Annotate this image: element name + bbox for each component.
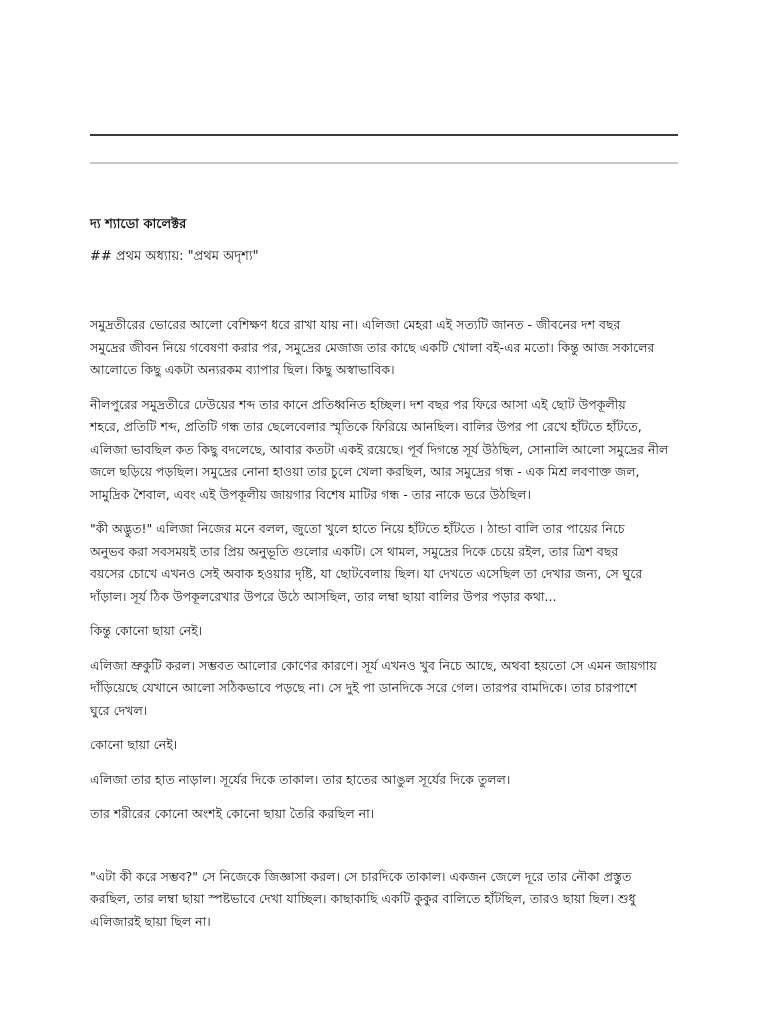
document-body [90, 214, 680, 945]
top-divider-light [90, 162, 678, 164]
paragraph-4: কিন্তু কোনো ছায়া নেই। [90, 623, 203, 638]
paragraph-3: "কী অদ্ভুত!" এলিজা নিজের মনে বলল, জুতো খুলে হাতে নিয়ে হাঁটতে হাঁটতে । ঠান্ডা বালি তার পায়ের নিচে অনুভব করা সবসময়ই তার প্রিয় অনুভূতি গুলোর একটি। সে থামল, সমুদ্রের দিকে চেয়ে রইল, তার ত্রিশ বছর বয়সের চোখে এখনও সেই অবাক হওয়ার দৃষ্টি, যা ছোটবেলায় ছিল। যা দেখতে এসেছিল তা দেখার জন্য, সে ঘুরে দাঁড়াল। সূর্য ঠিক উপকূলরেখার উপরে উঠে আসছিল, তার লম্বা ছায়া বালির উপর পড়ার কথা... [90, 521, 643, 604]
paragraph-8: তার শরীরের কোনো অংশই কোনো ছায়া তৈরি করছিল না। [90, 806, 375, 821]
paragraph-9: "এটা কী করে সম্ভব?" সে নিজেকে জিজ্ঞাসা করল। সে চারদিকে তাকাল। একজন জেলে দূরে তার নৌকা প্রস্তুত করছিল, তার লম্বা ছায়া স্পষ্টভাবে দেখা যাচ্ছিল। কাছাকাছি একটি কুকুর বালিতে হাঁটছিল, তারও ছায়া ছিল। শুধু এলিজারই ছায়া ছিল না। [90, 868, 636, 929]
paragraph-5: এলিজা ভ্রুকুটি করল। সম্ভবত আলোর কোণের কারণে। সূর্য এখনও খুব নিচে আছে, অথবা হয়তো সে এমন জায়গায় দাঁড়িয়েছে যেখানে আলো সঠিকভাবে পড়ছে না। সে দুই পা ডানদিকে সরে গেল। তারপর বামদিকে। তার চারপাশে ঘুরে দেখল। [90, 657, 657, 718]
paragraph-2: নীলপুরের সমুদ্রতীরে ঢেউয়ের শব্দ তার কানে প্রতিধ্বনিত হচ্ছিল। দশ বছর পর ফিরে আসা এই ছোট উপকূলীয় শহরে, প্রতিটি শব্দ, প্রতিটি গন্ধ তার ছেলেবেলার স্মৃতিকে ফিরিয়ে আনছিল। বালির উপর পা রেখে হাঁটতে হাঁটতে, এলিজা ভাবছিল কত কিছু বদলেছে, আবার কতটা একই রয়েছে। পূর্ব দিগন্তে সূর্য উঠছিল, সোনালি আলো সমুদ্রের নীল জলে ছড়িয়ে পড়ছিল। সমুদ্রের নোনা হাওয়া তার চুলে খেলা করছিল, আর সমুদ্রের গন্ধ - এক মিশ্র লবণাক্ত জল, সামুদ্রিক শৈবাল, এবং এই উপকূলীয় জায়গার বিশেষ মাটির গন্ধ - তার নাকে ভরে উঠছিল। [90, 396, 669, 502]
paragraph-1: সমুদ্রতীরের ভোরের আলো বেশিক্ষণ ধরে রাখা যায় না। এলিজা মেহরা এই সত্যটি জানত - জীবনের দশ বছর সমুদ্রের জীবন নিয়ে গবেষণা করার পর, সমুদ্রের মেজাজ তার কাছে একটি খোলা বই-এর মতো। কিন্তু আজ সকালের আলোতে কিছু একটা অন্যরকম ব্যাপার ছিল। কিছু অস্বাভাবিক। [90, 317, 655, 377]
document-title: দ্য শ্যাডো কালেক্টর [90, 217, 187, 232]
paragraph-7: এলিজা তার হাত নাড়াল। সূর্যের দিকে তাকাল। তার হাতের আঙুল সূর্যের দিকে তুলল। [90, 771, 511, 787]
chapter-heading: ## প্রথম অধ্যায়: "প্রথম অদৃশ্য" [90, 249, 259, 264]
top-divider-dark [90, 134, 678, 136]
paragraph-6: কোনো ছায়া নেই। [90, 737, 178, 752]
